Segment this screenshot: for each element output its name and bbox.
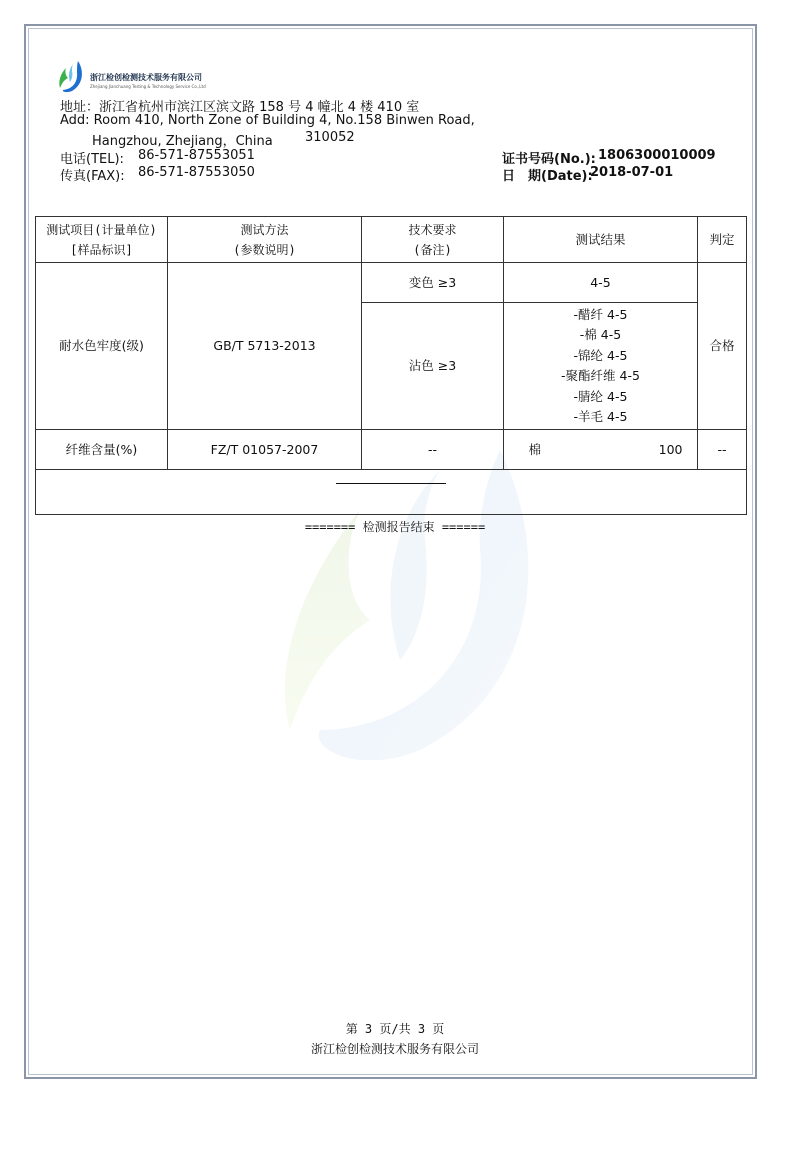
cert-number: 1806300010009 — [598, 148, 716, 163]
blank-cell — [36, 470, 747, 515]
address-en-line1: Add: Room 410, North Zone of Building 4, No.158 Binwen Road, — [60, 113, 475, 128]
header-requirement: 技术要求 (备注) — [362, 217, 504, 263]
fax-label: 传真(FAX): — [60, 169, 125, 184]
address-cn: 地址：浙江省杭州市滨江区滨文路 158 号 4 幢北 4 楼 410 室 — [60, 100, 420, 115]
test-results-table — [35, 216, 747, 515]
staining-result-item: -腈纶 4-5 — [573, 388, 628, 404]
blank-line-divider — [336, 483, 446, 484]
tel-value: 86-571-87553051 — [138, 148, 255, 163]
item-colorfastness: 耐水色牢度(级) — [36, 263, 168, 430]
cert-label: 证书号码(No.): — [502, 152, 596, 167]
header-test-method: 测试方法 (参数说明) — [168, 217, 362, 263]
header-test-item: 测试项目(计量单位) [样品标识] — [36, 217, 168, 263]
staining-result-item: -聚酯纤维 4-5 — [561, 368, 640, 383]
address-en-line2: Hangzhou, Zhejiang，China — [92, 134, 273, 149]
item-fiber-content: 纤维含量(%) — [36, 430, 168, 470]
requirement-staining: 沾色 ≥3 — [362, 303, 504, 430]
result-fiber-content — [504, 430, 698, 470]
staining-result-item: -醋纤 4-5 — [573, 306, 628, 322]
table-row — [36, 263, 747, 303]
staining-result-item: -棉 4-5 — [579, 327, 622, 342]
header-result: 测试结果 — [504, 217, 698, 263]
judgement-colorfastness: 合格 — [698, 263, 747, 430]
judgement-fiber-content: -- — [698, 430, 747, 470]
page-number: 第 3 页/共 3 页 — [345, 1022, 445, 1036]
fiber-name: 棉 — [528, 441, 542, 457]
method-fiber-content: FZ/T 01057-2007 — [168, 430, 362, 470]
table-row-blank — [36, 470, 747, 515]
tel-label: 电话(TEL): — [60, 152, 124, 167]
requirement-color-change: 变色 ≥3 — [362, 263, 504, 303]
staining-result-item: -锦纶 4-5 — [573, 347, 628, 363]
postcode: 310052 — [305, 130, 355, 145]
fax-value: 86-571-87553050 — [138, 165, 255, 180]
company-logo-icon — [56, 60, 86, 94]
table-row — [36, 430, 747, 470]
report-end-marker: ======= 检测报告结束 ====== — [304, 520, 486, 534]
footer-company-name: 浙江检创检测技术服务有限公司 — [310, 1042, 479, 1056]
result-staining-list — [504, 303, 698, 430]
fiber-percentage: 100 — [658, 441, 683, 457]
report-date: 2018-07-01 — [590, 165, 674, 180]
staining-result-item: -羊毛 4-5 — [573, 409, 628, 424]
method-colorfastness: GB/T 5713-2013 — [168, 263, 362, 430]
company-name-cn: 浙江检创检测技术服务有限公司 — [90, 73, 202, 82]
table-header-row — [36, 217, 747, 263]
date-label: 日 期(Date): — [502, 169, 593, 184]
header-judgement: 判定 — [698, 217, 747, 263]
company-name-en: Zhejiang Jianchuang Testing & Technology Service Co.,Ltd — [90, 84, 206, 89]
result-color-change: 4-5 — [504, 263, 698, 303]
requirement-fiber-content: -- — [362, 430, 504, 470]
